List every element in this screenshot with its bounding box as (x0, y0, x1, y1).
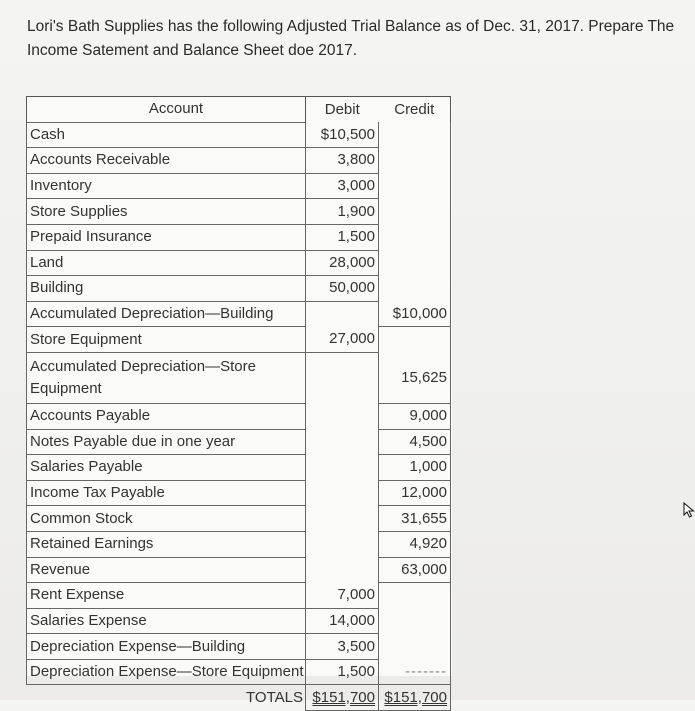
debit-header: Debit (306, 97, 379, 123)
table-row (27, 148, 451, 174)
debit-cell (306, 531, 379, 557)
debit-cell (306, 506, 379, 532)
table-row (27, 122, 451, 148)
table-row (27, 506, 451, 532)
table-row (27, 250, 451, 276)
debit-cell (306, 455, 379, 481)
debit-cell: 1,500 (306, 659, 379, 685)
account-cell: Accounts Payable (27, 403, 306, 429)
credit-cell: 31,655 (379, 506, 451, 532)
question-text: Lori's Bath Supplies has the following Adjusted Trial Balance as of Dec. 31, 2017. Prepare The Income Satement and Balance Sheet doe 2017. (27, 18, 675, 59)
table-row (27, 634, 451, 660)
table-row (27, 531, 451, 557)
table-row (27, 224, 451, 250)
account-cell: Land (27, 250, 306, 276)
debit-cell: 28,000 (306, 250, 379, 276)
debit-cell: 1,500 (306, 224, 379, 250)
credit-cell: $10,000 (379, 301, 451, 327)
account-cell: Accounts Receivable (27, 148, 306, 174)
total-credit: $151,700 (379, 685, 451, 711)
credit-cell (379, 327, 451, 353)
table-row (27, 301, 451, 327)
credit-cell (379, 224, 451, 250)
totals-row (27, 685, 451, 711)
debit-cell: 14,000 (306, 608, 379, 634)
credit-cell (379, 199, 451, 225)
credit-cell (379, 276, 451, 302)
debit-cell: 3,000 (306, 173, 379, 199)
account-cell: Cash (27, 122, 306, 148)
credit-cell (379, 659, 451, 685)
credit-cell: 9,000 (379, 403, 451, 429)
trial-balance-table (26, 96, 451, 711)
account-cell: Revenue (27, 557, 306, 583)
table-row (27, 608, 451, 634)
account-cell: Depreciation Expense—Store Equipment (27, 659, 306, 685)
account-cell: Retained Earnings (27, 531, 306, 557)
credit-cell (379, 173, 451, 199)
account-cell: Store Equipment (27, 327, 306, 353)
account-cell: Accumulated Depreciation—Store Equipment (27, 352, 306, 403)
account-cell: Accumulated Depreciation—Building (27, 301, 306, 327)
debit-cell: $10,500 (306, 122, 379, 148)
debit-cell (306, 352, 379, 403)
debit-cell: 3,500 (306, 634, 379, 660)
account-cell: Salaries Expense (27, 608, 306, 634)
account-cell: Notes Payable due in one year (27, 429, 306, 455)
debit-cell: 50,000 (306, 276, 379, 302)
account-cell: Building (27, 276, 306, 302)
account-cell: Income Tax Payable (27, 480, 306, 506)
table-row (27, 429, 451, 455)
mouse-pointer-icon (683, 502, 695, 518)
credit-cell: 12,000 (379, 480, 451, 506)
table-row (27, 199, 451, 225)
debit-cell (306, 301, 379, 327)
account-cell: Depreciation Expense—Building (27, 634, 306, 660)
debit-cell: 3,800 (306, 148, 379, 174)
credit-cell: 63,000 (379, 557, 451, 583)
table-row (27, 173, 451, 199)
debit-cell: 7,000 (306, 583, 379, 609)
credit-cell (379, 634, 451, 660)
account-cell: Salaries Payable (27, 455, 306, 481)
account-cell: Store Supplies (27, 199, 306, 225)
table-header-row (27, 97, 451, 123)
credit-cell (379, 608, 451, 634)
account-cell: Inventory (27, 173, 306, 199)
credit-cell: 1,000 (379, 455, 451, 481)
credit-cell: 15,625 (379, 352, 451, 403)
table-row (27, 480, 451, 506)
totals-label: TOTALS (246, 689, 303, 707)
debit-cell (306, 429, 379, 455)
credit-cell (379, 250, 451, 276)
trial-balance-sheet (26, 96, 452, 707)
table-row (27, 455, 451, 481)
credit-cell (379, 583, 451, 609)
credit-cell: 4,920 (379, 531, 451, 557)
table-row (27, 276, 451, 302)
account-cell: Prepaid Insurance (27, 224, 306, 250)
debit-cell: 27,000 (306, 327, 379, 353)
account-header: Account (27, 97, 306, 123)
total-debit: $151,700 (306, 685, 379, 711)
credit-cell (379, 148, 451, 174)
table-row (27, 403, 451, 429)
table-row (27, 583, 451, 609)
credit-cell (379, 122, 451, 148)
table-row (27, 557, 451, 583)
account-cell: Rent Expense (27, 583, 306, 609)
table-row (27, 352, 451, 403)
debit-cell: 1,900 (306, 199, 379, 225)
table-row (27, 327, 451, 353)
debit-cell (306, 480, 379, 506)
credit-cell: 4,500 (379, 429, 451, 455)
debit-cell (306, 557, 379, 583)
dashed-line: ------- (405, 662, 447, 680)
debit-cell (306, 403, 379, 429)
table-row (27, 659, 451, 685)
account-cell: Common Stock (27, 506, 306, 532)
credit-header: Credit (379, 97, 451, 123)
